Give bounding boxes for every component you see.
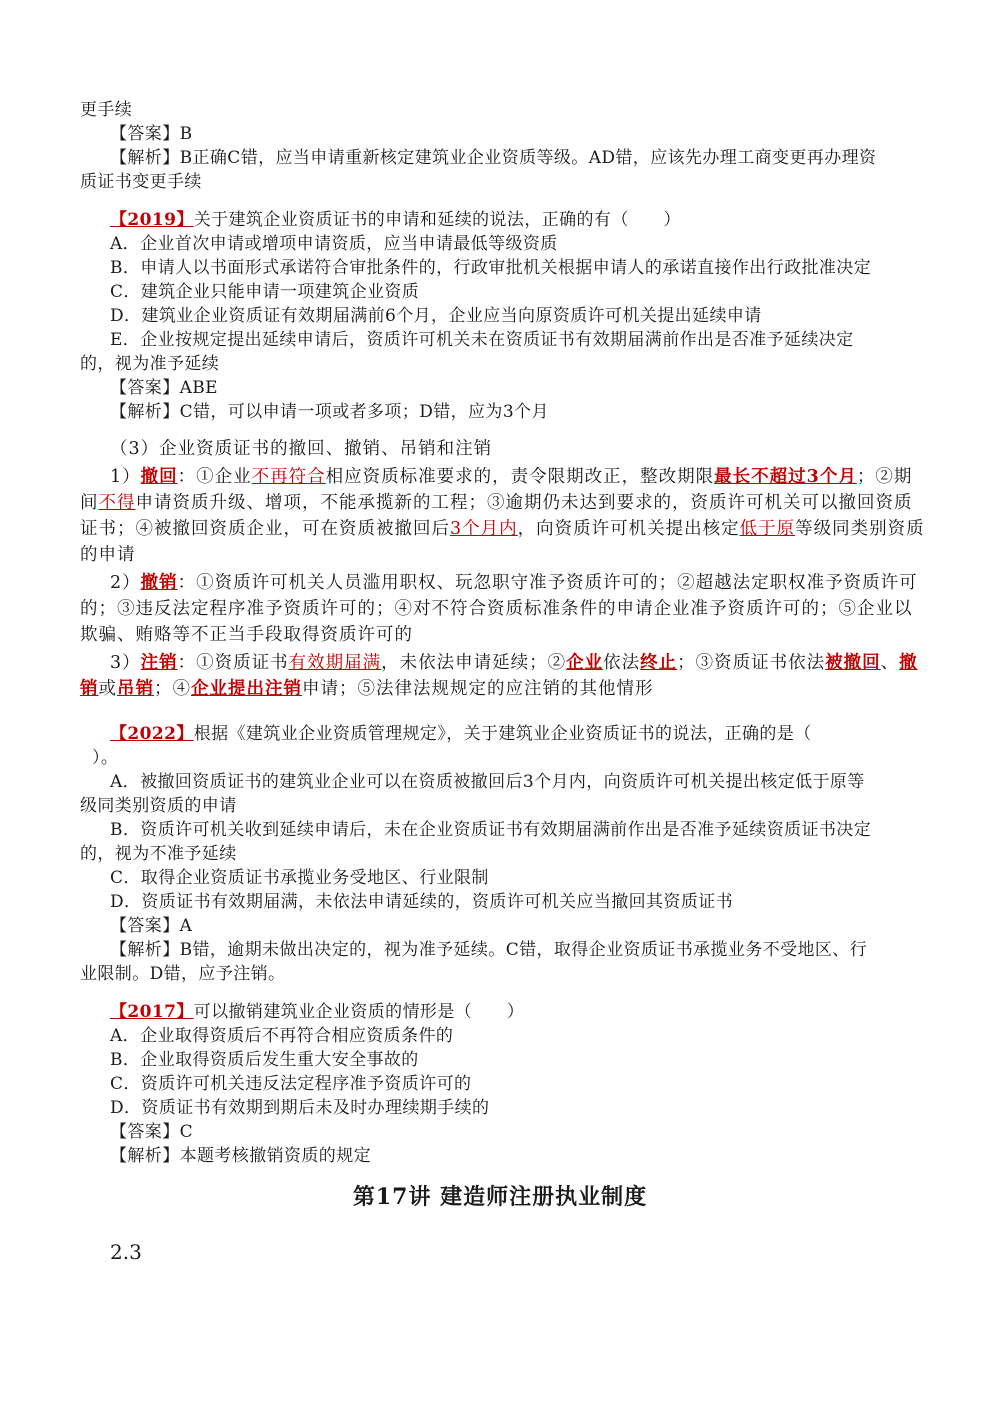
option-d: D．资质证书有效期到期后未及时办理续期手续的 — [110, 1098, 490, 1118]
option-a: A．企业首次申请或增项申请资质，应当申请最低等级资质 — [110, 234, 558, 254]
option-d: D．资质证书有效期届满，未依法申请延续的，资质许可机关应当撤回其资质证书 — [110, 892, 734, 912]
chapter-title: 第17讲 建造师注册执业制度 — [352, 1184, 648, 1210]
answer-line: 【答案】B — [110, 124, 193, 144]
analysis-line: 【解析】本题考核撤销资质的规定 — [110, 1146, 371, 1166]
option-a: A．企业取得资质后不再符合相应资质条件的 — [110, 1026, 454, 1046]
question-stem: 【2022】根据《建筑业企业资质管理规定》，关于建筑业企业资质证书的说法，正确的是（ — [110, 724, 812, 744]
option-c: C．建筑企业只能申请一项建筑企业资质 — [110, 282, 420, 302]
section-number: 2.3 — [110, 1240, 142, 1264]
paragraph-revoke: 2）撤销：①资质许可机关人员滥用职权、玩忽职守准予资质许可的；②超越法定职权准予资质许可 — [110, 573, 918, 593]
option-d: D．建筑业企业资质证有效期届满前6个月，企业应当向原资质许可机关提出延续申请 — [110, 306, 762, 326]
answer-line: 【答案】ABE — [110, 378, 218, 398]
option-b: B．资质许可机关收到延续申请后，未在企业资质证书有效期届满前作出是否准予延续资质证书决定 — [110, 820, 872, 840]
option-e: E．企业按规定提出延续申请后，资质许可机关未在资质证书有效期届满前作出是否准予延续决定 — [110, 330, 854, 350]
option-a: A．被撤回资质证书的建筑业企业可以在资质被撤回后3个月内，向资质许可机关提出核定低于原等 — [110, 772, 865, 792]
question-stem: 【2017】可以撤销建筑业企业资质的情形是（ ） — [110, 1002, 525, 1022]
year-tag: 【2019】 — [110, 210, 194, 230]
answer-line: 【答案】C — [110, 1122, 194, 1142]
paragraph-revoke-withdraw: 1）撤回：①企业不再符合相应资质标准要求的，责令限期改正，整改期限最长不超过3个月；②期 — [110, 467, 913, 487]
option-b: B．企业取得资质后发生重大安全事故的 — [110, 1050, 419, 1070]
option-c: C．资质许可机关违反法定程序准予资质许可的 — [110, 1074, 472, 1094]
analysis-line: 【解析】C错，可以申请一项或者多项；D错，应为3个月 — [110, 402, 549, 422]
year-tag: 【2017】 — [110, 1002, 194, 1022]
paragraph-cancel: 3）注销：①资质证书有效期届满，未依法申请延续；②企业依法终止；③资质证书依法被撤回、撤 — [110, 653, 918, 673]
section-heading: （3）企业资质证书的撤回、撤销、吊销和注销 — [110, 439, 493, 459]
text-line: 更手续 — [80, 100, 133, 120]
analysis-line: 质证书变更手续 — [80, 172, 202, 192]
option-e-cont: 的，视为准予延续 — [80, 354, 220, 374]
option-c: C．取得企业资质证书承揽业务受地区、行业限制 — [110, 868, 489, 888]
option-b: B．申请人以书面形式承诺符合审批条件的，行政审批机关根据申请人的承诺直接作出行政批准决定 — [110, 258, 872, 278]
question-stem: 【2019】关于建筑企业资质证书的申请和延续的说法，正确的有（ ） — [110, 210, 681, 230]
document-page: 更手续 【答案】B 【解析】B正确C错，应当申请重新核定建筑业企业资质等级。AD错，应该先办理工商变更再办理资 质证书变更手续 【2019】关于建筑企业资质证书的申请和延续的说法，正确的有（ ） A．企业首次申请或增项申请资质，应当申请最低等级资质 B．申请人以书面形式承诺符合审批条件的，行政审批机关根据申请人的承诺直接作出行政批准决定 C．建筑企业只能申请一项建筑企业资质 D．建筑业企业资质证有效期届满前6个月，企业应当向原资质许可机关提出延续申请 E．企业按规定提出延续申请后，资质许可机关未在资质证书有效期届满前作出是否准予延续决定 的，视为准予延续 【答案】ABE 【解析】C错，可以申请一项或者多项；D错，应为3个月 （3）企业资质证书的撤回、撤销、吊销和注销 1）撤回：①企业不再符合相应资质标准要求的，责令限期改正，整改期限最长不超过3个月；②期 间不得申请资质升级、增项，不能承揽新的工程；③逾期仍未达到要求的，资质许可机关可以撤回资质 证书；④被撤回资质企业，可在资质被撤回后3个月内，向资质许可机关提出核定低于原等级同类别资质 的申请 2）撤销：①资质许可机关人员滥用职权、玩忽职守准予资质许可的；②超越法定职权准予资质许可 的；③违反法定程序准予资质许可的；④对不符合资质标准条件的申请企业准予资质许可的；⑤企业以 欺骗、贿赂等不正当手段取得资质许可的 3）注销：①资质证书有效期届满，未依法申请延续；②企业依法终止；③资质证书依法被撤回、撤 销或吊销；④企业提出注销申请；⑤法律法规规定的应注销的其他情形 【2022】根据《建筑业企业资质管理规定》，关于建筑业企业资质证书的说法，正确的是（ ）。 A．被撤回资质证书的建筑业企业可以在资质被撤回后3个月内，向资质许可机关提出核定低于原等 级同类别资质的申请 B．资质许可机关收到延续申请后，未在企业资质证书有效期届满前作出是否准予延续资质证书决定 的，视为不准予延续 C．取得企业资质证书承揽业务受地区、行业限制 D．资质证书有效期届满，未依法申请延续的，资质许可机关应当撤回其资质证书 【答案】A 【解析】B错，逾期未做出决定的，视为准予延续。C错，取得企业资质证书承揽业务不受地区、行 业限制。D错，应予注销。 【2017】可以撤销建筑业企业资质的情形是（ ） A．企业取得资质后不再符合相应资质条件的 B．企业取得资质后发生重大安全事故的 C．资质许可机关违反法定程序准予资质许可的 D．资质证书有效期到期后未及时办理续期手续的 【答案】C 【解析】本题考核撤销资质的规定 第17讲 建造师注册执业制度 2.3 — [0, 0, 1000, 1415]
analysis-line: 【解析】B错，逾期未做出决定的，视为准予延续。C错，取得企业资质证书承揽业务不受地区、行 — [110, 940, 868, 960]
year-tag: 【2022】 — [110, 724, 194, 744]
analysis-line: 【解析】B正确C错，应当申请重新核定建筑业企业资质等级。AD错，应该先办理工商变更再办理资 — [110, 148, 877, 168]
answer-line: 【答案】A — [110, 916, 193, 936]
